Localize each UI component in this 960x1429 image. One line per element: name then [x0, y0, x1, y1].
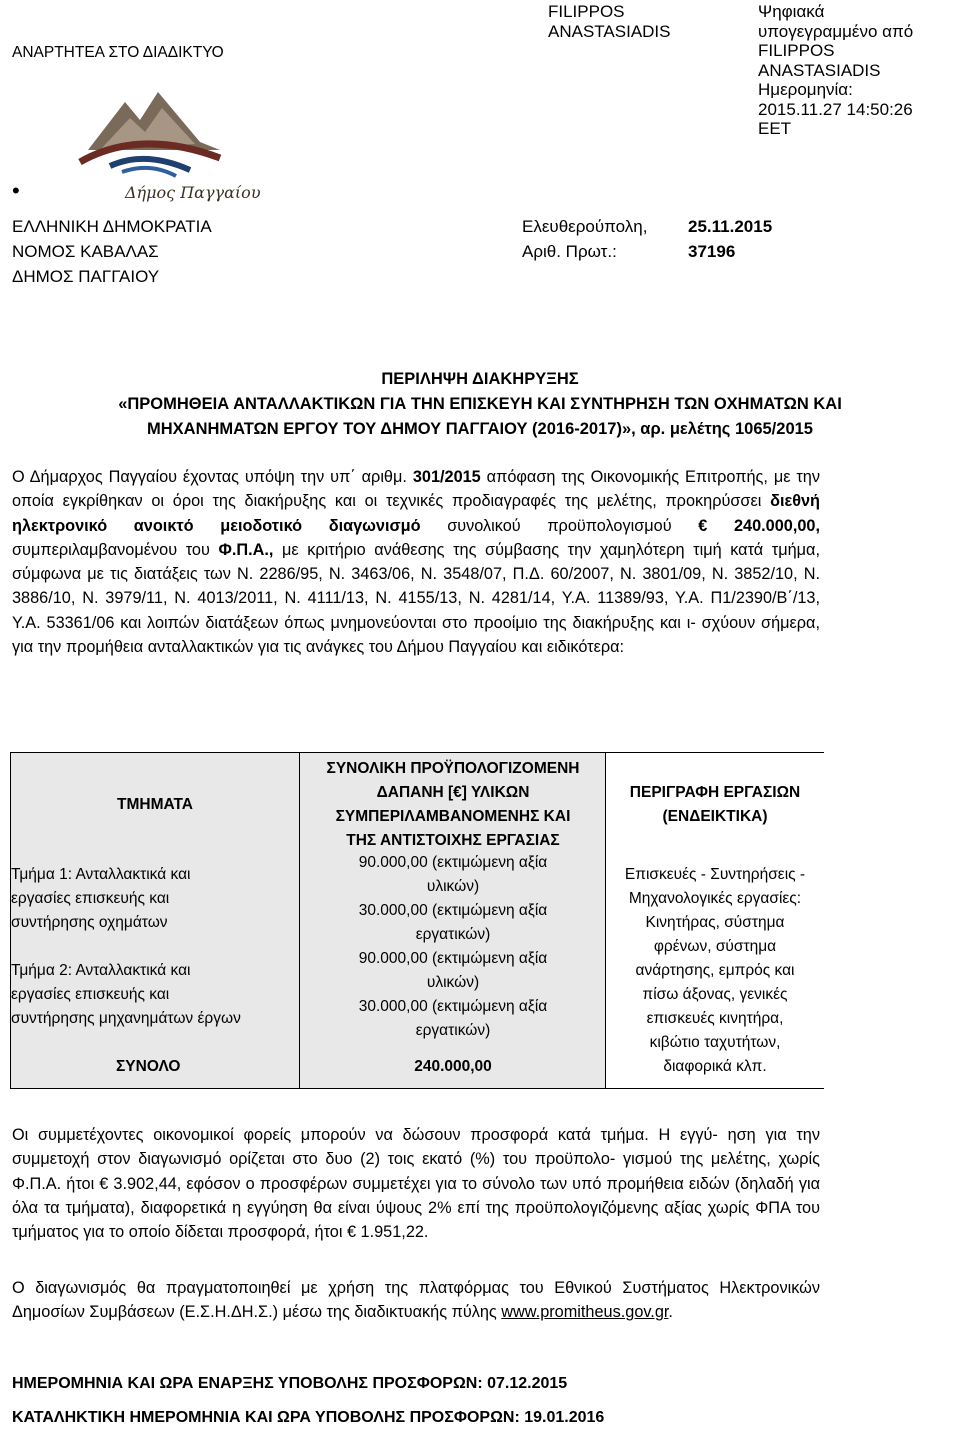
- value-row: 90.000,00 (εκτιμώμενη αξία υλικών): [358, 854, 548, 895]
- municipality-logo: [70, 80, 261, 205]
- bullet-mark: •: [12, 178, 20, 203]
- total-label: ΣΥΝΟΛΟ: [116, 1058, 181, 1075]
- budget-column: [299, 753, 606, 1088]
- doc-title-line2: «ΠΡΟΜΗΘΕΙΑ ΑΝΤΑΛΛΑΚΤΙΚΩΝ ΓΙΑ ΤΗΝ ΕΠΙΣΚΕΥΗ ΚΑΙ ΣΥΝΤΗΡΗΣΗ ΤΩΝ ΟΧΗΜΑΤΩΝ ΚΑΙ: [118, 395, 842, 413]
- description-column: [605, 753, 824, 1088]
- value-row: 30.000,00 (εκτιμώμενη αξία εργατικών): [358, 902, 548, 943]
- signer-name: FILIPPOS ANASTASIADIS: [548, 2, 671, 41]
- guarantee-paragraph: Οι συμμετέχοντες οικονομικοί φορείς μπορούν να δώσουν προσφορά κατά τμήμα. Η εγγύ- ηση για την συμμετοχή στον διαγωνισμό ορίζεται στο δυο (2) τοις εκατό (%) του προϋπολο- γισμού της μελέτης, χωρίς Φ.Π.Α. ήτοι € 3.902,44, εφόσον ο προσφέρων συμμετέχει για το σύνολο των υπό προμήθεια ειδών (δηλαδή για όλα τα τμήματα), διαφορετικά η εγγύηση θα είναι ύψους 2% επί της προϋπολογιζόμενης αξίας χωρίς ΦΠΑ του τμήματος για το οποίο δίδεται προσφορά, ήτοι € 1.951,22.: [12, 1126, 820, 1242]
- logo-text: Δήμος Παγγαίου: [125, 183, 261, 202]
- parts-column: [11, 753, 299, 1088]
- protocol-number: 37196: [688, 242, 736, 261]
- intro-paragraph: Ο Δήμαρχος Παγγαίου έχοντας υπόψη την υπ΄ αριθμ. 301/2015 απόφαση της Οικονομικής Επιτροπής, με την οποία εγκρίθηκαν οι όροι της διακήρυξης και οι τεχνικές προδιαγραφές της μελέτης, προκηρύσσει διεθνή ηλεκτρονικό ανοικτό μειοδοτικό διαγωνισμό συνολικού προϋπολογισμού € 240.000,00, συμπεριλαμβανομένου του Φ.Π.Α., με κριτήριο ανάθεσης της σύμβασης την χαμηλότερη τιμή κατά τμήμα, σύμφωνα με τις διατάξεις των Ν. 2286/95, Ν. 3463/06, Ν. 3548/07, Π.Δ. 60/2007, Ν. 3801/09, Ν. 3852/10, Ν. 3886/10, Ν. 3979/11, Ν. 4013/2011, Ν. 4111/13, Ν. 4155/13, Ν. 4281/14, Υ.Α. 11389/93, Υ.Α. Π1/2390/Β΄/13, Υ.Α. 53361/06 και λοιπών διατάξεων όπως μνημονεύονται στο προοίμιο της διακήρυξης και ι- σχύουν σήμερα, για την προμήθεια ανταλλακτικών για τις ανάγκες του Δήμου Παγγαίου και ειδικότερα:: [12, 468, 821, 657]
- header-budget: ΣΥΝΟΛΙΚΗ ΠΡΟΫΠΟΛΟΓΙΖΟΜΕΝΗ ΔΑΠΑΝΗ [€] ΥΛΙΚΩΝ ΣΥΜΠΕΡΙΛΑΜΒΑΝΟΜΕΝΗΣ ΚΑΙ ΤΗΣ ΑΝΤΙΣΤΟΙΧΗΣ ΕΡΓΑΣΙΑΣ: [326, 760, 580, 849]
- lots-table: [10, 752, 824, 1089]
- offers-deadline: ΚΑΤΑΛΗΚΤΙΚΗ ΗΜΕΡΟΜΗΝΙΑ ΚΑΙ ΩΡΑ ΥΠΟΒΟΛΗΣ ΠΡΟΣΦΟΡΩΝ: 19.01.2016: [12, 1409, 605, 1426]
- doc-title: ΠΕΡΙΛΗΨΗ ΔΙΑΚΗΡΥΞΗΣ: [381, 370, 579, 388]
- date-values: [688, 214, 772, 264]
- work-description: Επισκευές - Συντηρήσεις - Μηχανολογικές εργασίες: Κινητήρας, σύστημα φρένων, σύστημα ανάρτησης, εμπρός και πίσω άξονας, γενικές επισκευές κινητήρα, κιβώτιο ταχυτήτων, διαφορικά κλπ.: [624, 866, 806, 1075]
- promitheus-link[interactable]: www.promitheus.gov.gr: [501, 1303, 669, 1322]
- date-labels: Ελευθερούπολη, Αριθ. Πρωτ.:: [522, 217, 648, 261]
- total-value: 240.000,00: [414, 1058, 492, 1075]
- header-parts: ΤΜΗΜΑΤΑ: [117, 796, 193, 813]
- value-row: 30.000,00 (εκτιμώμενη αξία εργατικών): [358, 998, 548, 1039]
- publish-note: ΑΝΑΡΤΗΤΕΑ ΣΤΟ ΔΙΑΔΙΚΤΥΟ: [12, 44, 224, 61]
- document-date: 25.11.2015: [688, 217, 773, 236]
- part-1: Τμήμα 1: Ανταλλακτικά και εργασίες επισκευής και συντήρησης οχημάτων: [11, 866, 191, 931]
- header-description: ΠΕΡΙΓΡΑΦΗ ΕΡΓΑΣΙΩΝ (ΕΝΔΕΙΚΤΙΚΑ): [629, 784, 801, 825]
- value-row: 90.000,00 (εκτιμώμενη αξία υλικών): [358, 950, 548, 991]
- part-2: Τμήμα 2: Ανταλλακτικά και εργασίες επισκευής και συντήρησης μηχανημάτων έργων: [11, 962, 241, 1027]
- offers-start-date: ΗΜΕΡΟΜΗΝΙΑ ΚΑΙ ΩΡΑ ΕΝΑΡΞΗΣ ΥΠΟΒΟΛΗΣ ΠΡΟΣΦΟΡΩΝ: 07.12.2015: [12, 1375, 568, 1392]
- issuer-block: ΕΛΛΗΝΙΚΗ ΔΗΜΟΚΡΑΤΙΑ ΝΟΜΟΣ ΚΑΒΑΛΑΣ ΔΗΜΟΣ ΠΑΓΓΑΙΟΥ: [12, 217, 212, 286]
- platform-paragraph: Ο διαγωνισμός θα πραγματοποιηθεί με χρήση της πλατφόρμας του Εθνικού Συστήματος Ηλεκτρονικών Δημοσίων Συμβάσεων (Ε.Σ.Η.ΔΗ.Σ.) μέσω της διαδικτυακής πύλης www.promitheus.gov.gr.: [12, 1279, 820, 1322]
- digital-signature-block: Ψηφιακά υπογεγραμμένο από FILIPPOS ANASTASIADIS Ημερομηνία: 2015.11.27 14:50:26 EET: [758, 2, 914, 138]
- doc-title-line3: ΜΗΧΑΝΗΜΑΤΩΝ ΕΡΓΟΥ ΤΟΥ ΔΗΜΟΥ ΠΑΓΓΑΙΟΥ (2016-2017)», αρ. μελέτης 1065/2015: [147, 420, 813, 438]
